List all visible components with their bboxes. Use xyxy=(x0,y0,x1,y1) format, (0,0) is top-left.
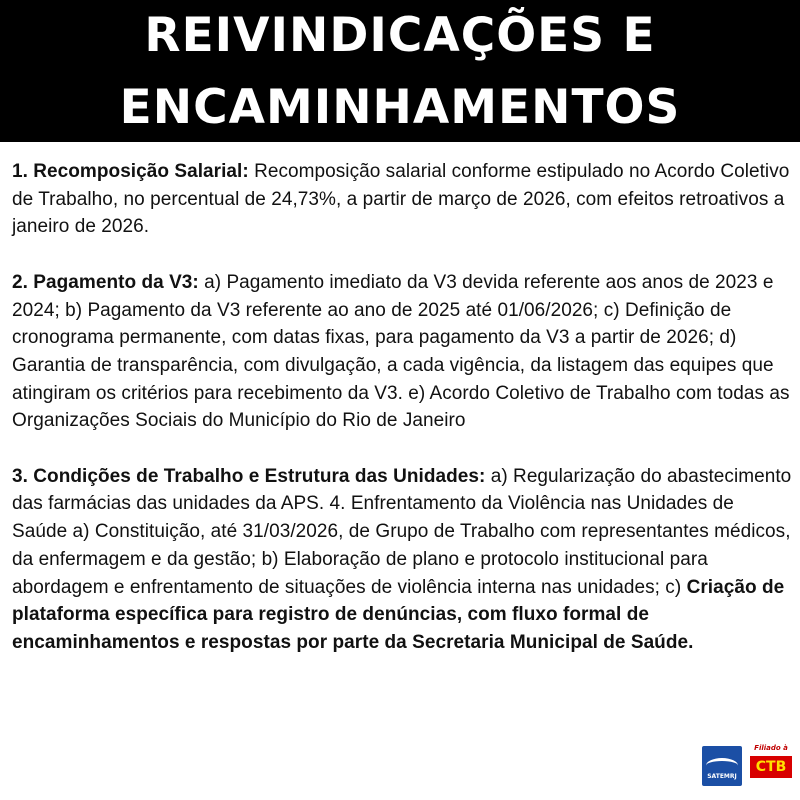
satemrj-logo-text: SATEMRJ xyxy=(707,773,737,780)
ctb-logo-text: CTB xyxy=(750,756,792,778)
demand-text-bold: Criação de plataforma específica para registro de denúncias, com fluxo formal de encaminhamentos e respostas por parte da Secretaria Municipal de Saúde. xyxy=(12,576,785,653)
demand-item-2 xyxy=(12,269,792,435)
demand-text: a) Pagamento imediato da V3 devida referente aos anos de 2023 e 2024; b) Pagamento da V3 referente ao ano de 2025 até 01/06/2026; c) Definição de cronograma permanente, com datas fixas, para pagamento da V3 a partir de 2026; d) Garantia de transparência, com divulgação, a cada vigência, da listagem das equipes que atingiram os critérios para recebimento da V3. e) Acordo Coletivo de Trabalho com todas as Organizações Sociais do Município do Rio de Janeiro xyxy=(12,271,790,432)
wave-shape xyxy=(706,758,738,773)
filiado-label: Filiado à xyxy=(754,744,788,752)
demand-item-1 xyxy=(12,158,792,241)
demand-title: 2. Pagamento da V3: xyxy=(12,271,199,293)
demand-title: 1. Recomposição Salarial: xyxy=(12,161,249,182)
header-banner xyxy=(0,0,800,142)
demands-list xyxy=(12,158,792,684)
demand-text: Recomposição salarial conforme estipulado no Acordo Coletivo de Trabalho, no percentual de 24,73%, a partir de março de 2026, com efeitos retroativos a janeiro de 2026. xyxy=(12,161,790,238)
page-title-line-2: ENCAMINHAMENTOS xyxy=(119,80,681,135)
page-title-line-1: REIVINDICAÇÕES E xyxy=(144,8,656,63)
satemrj-logo-icon xyxy=(702,746,742,786)
demand-text: a) Regularização do abastecimento das farmácias das unidades da APS. 4. Enfrentamento da Violência nas Unidades de Saúde a) Constituição, até 31/03/2026, de Grupo de Trabalho com representantes médicos, da enfermagem e da gestão; b) Elaboração de plano e protocolo institucional para abordagem e enfrentamento de situações de violência interna nas unidades; c) xyxy=(12,465,792,598)
demand-title: 3. Condições de Trabalho e Estrutura das Unidades: xyxy=(12,465,486,487)
demand-item-3 xyxy=(12,463,792,657)
ctb-logo-icon xyxy=(748,744,794,790)
